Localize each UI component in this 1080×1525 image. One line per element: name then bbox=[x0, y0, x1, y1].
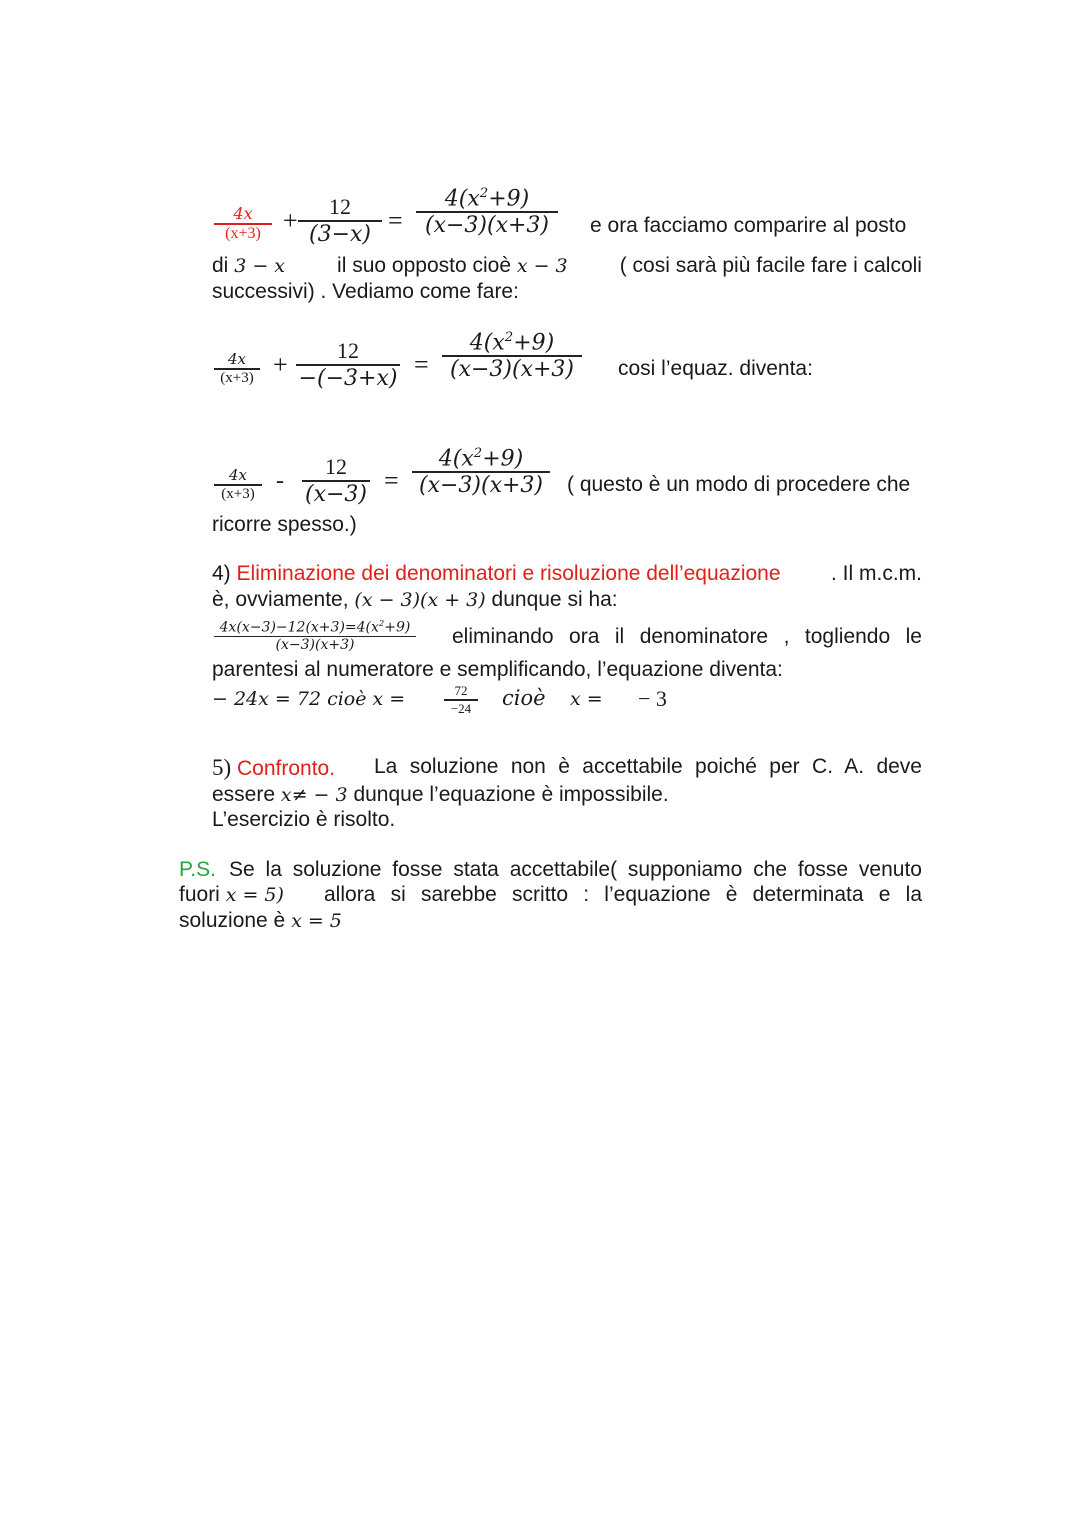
eq2-middle-denominator: −(−3+x) bbox=[298, 365, 398, 391]
eq2-text-right: cosi l’equaz. diventa: bbox=[618, 357, 813, 380]
step4-line5-frac-num: 72 bbox=[454, 683, 468, 698]
eq1-equals-sign: = bbox=[388, 206, 403, 235]
step4-line4: parentesi al numeratore e semplificando, l’equazione diventa: bbox=[212, 658, 783, 681]
eq2-equals-sign: = bbox=[414, 350, 429, 379]
eq1-fraction-middle bbox=[298, 194, 382, 247]
step5-line1-rest: La soluzione non è accettabile poiché per C. A. deve bbox=[374, 755, 922, 778]
step4-line2: è, ovviamente, (x − 3)(x + 3) dunque si ha: bbox=[212, 588, 618, 611]
step4-fraction-numerator: $4x(x-3)-12(x+3)=4(x^2+9)$ bbox=[219, 618, 411, 636]
ps-label: P.S. bbox=[179, 858, 216, 881]
eq1-line2 bbox=[212, 254, 922, 278]
eq1-middle-numerator: 12 bbox=[329, 194, 351, 219]
eq3-fraction-right bbox=[412, 446, 550, 498]
eq3-middle-denominator: (x−3) bbox=[304, 481, 367, 507]
ps-line1 bbox=[179, 858, 922, 882]
step4-line5 bbox=[212, 683, 712, 726]
eq2-fraction-middle bbox=[296, 338, 400, 391]
eq2-plus-sign: + bbox=[273, 350, 288, 379]
eq1-left-denominator: (x+3) bbox=[225, 224, 261, 242]
eq1-line3: successivi) . Vediamo come fare: bbox=[212, 280, 519, 303]
step4-line5-x: x = bbox=[570, 688, 603, 710]
eq3-minus-sign: - bbox=[276, 468, 284, 494]
step4-line5-fraction bbox=[444, 683, 478, 717]
eq2-right-denominator: (x−3)(x+3) bbox=[449, 356, 574, 382]
eq1-right-denominator: (x−3)(x+3) bbox=[424, 212, 549, 238]
eq3-left-numerator: 4x bbox=[228, 466, 247, 484]
ps-line3: soluzione è x = 5 bbox=[179, 909, 342, 932]
step4-fraction bbox=[214, 618, 416, 653]
eq3-middle-numerator: 12 bbox=[325, 454, 347, 479]
step4-line3-right: eliminando ora il denominatore , togliendo le bbox=[452, 625, 922, 648]
eq2-fraction-right bbox=[442, 330, 582, 382]
ps-line2 bbox=[179, 883, 922, 907]
eq3-left-denominator: (x+3) bbox=[221, 485, 255, 502]
eq3-equals-sign: = bbox=[384, 466, 399, 495]
ps-line1-rest: Se la soluzione fosse stata accettabile( supponiamo che fosse venuto bbox=[229, 858, 922, 881]
step4-line5-math: − 24x = 72 cioè x = bbox=[212, 688, 406, 710]
step4-heading-left: 4) Eliminazione dei denominatori e risoluzione dell’equazione bbox=[212, 562, 781, 585]
eq2-right-numerator: $4(x^2+9)$ bbox=[469, 330, 555, 356]
eq2-left-denominator: (x+3) bbox=[220, 369, 254, 386]
eq1-left-numerator: 4x bbox=[233, 204, 253, 223]
eq3-fraction-middle bbox=[302, 454, 370, 507]
eq2-middle-numerator: 12 bbox=[337, 338, 359, 363]
eq1-text-right: e ora facciamo comparire al posto bbox=[590, 214, 907, 237]
eq3-right-denominator: (x−3)(x+3) bbox=[418, 472, 543, 498]
ps-line2-a: fuori x = 5) bbox=[179, 883, 284, 906]
step4-title: Eliminazione dei denominatori e risoluzione dell’equazione bbox=[236, 562, 781, 585]
eq1-fraction-left bbox=[214, 204, 272, 243]
eq3-right-numerator: $4(x^2+9)$ bbox=[438, 446, 524, 472]
eq1-line2-c: ( cosi sarà più facile fare i calcoli bbox=[619, 254, 922, 277]
step4-fraction-denominator: (x−3)(x+3) bbox=[275, 637, 355, 654]
eq1-middle-denominator: (3−x) bbox=[308, 221, 371, 247]
eq2-left-numerator: 4x bbox=[227, 350, 246, 368]
step4-after-title: . Il m.c.m. bbox=[831, 562, 922, 585]
eq1-line2-a: di 3 − x bbox=[212, 254, 286, 277]
ps-line2-b: allora si sarebbe scritto : l’equazione è determinata e la bbox=[324, 883, 922, 906]
eq3-line2: ricorre spesso.) bbox=[212, 513, 357, 536]
eq1-fraction-right bbox=[416, 186, 558, 238]
step5-line1 bbox=[212, 755, 922, 781]
step5-line3: L’esercizio è risolto. bbox=[212, 808, 396, 831]
eq2-fraction-left bbox=[214, 350, 260, 387]
eq1-right-numerator: $4(x^2+9)$ bbox=[444, 186, 530, 212]
step4-line5-value: − 3 bbox=[638, 686, 667, 711]
step4-line5-frac-den: −24 bbox=[450, 700, 472, 716]
eq1-line2-b: il suo opposto cioè x − 3 bbox=[337, 254, 568, 277]
eq3-text-right: ( questo è un modo di procedere che bbox=[567, 473, 911, 496]
step5-heading: 5) Confronto. bbox=[212, 755, 336, 780]
step4-heading bbox=[212, 562, 922, 586]
step5-title: Confronto. bbox=[237, 757, 336, 780]
eq1-plus-sign: + bbox=[283, 206, 298, 235]
eq3-fraction-left bbox=[214, 466, 262, 503]
step4-line5-cioe: cioè bbox=[502, 686, 546, 710]
step5-line2: essere x≠ − 3 dunque l’equazione è impossibile. bbox=[212, 783, 669, 806]
